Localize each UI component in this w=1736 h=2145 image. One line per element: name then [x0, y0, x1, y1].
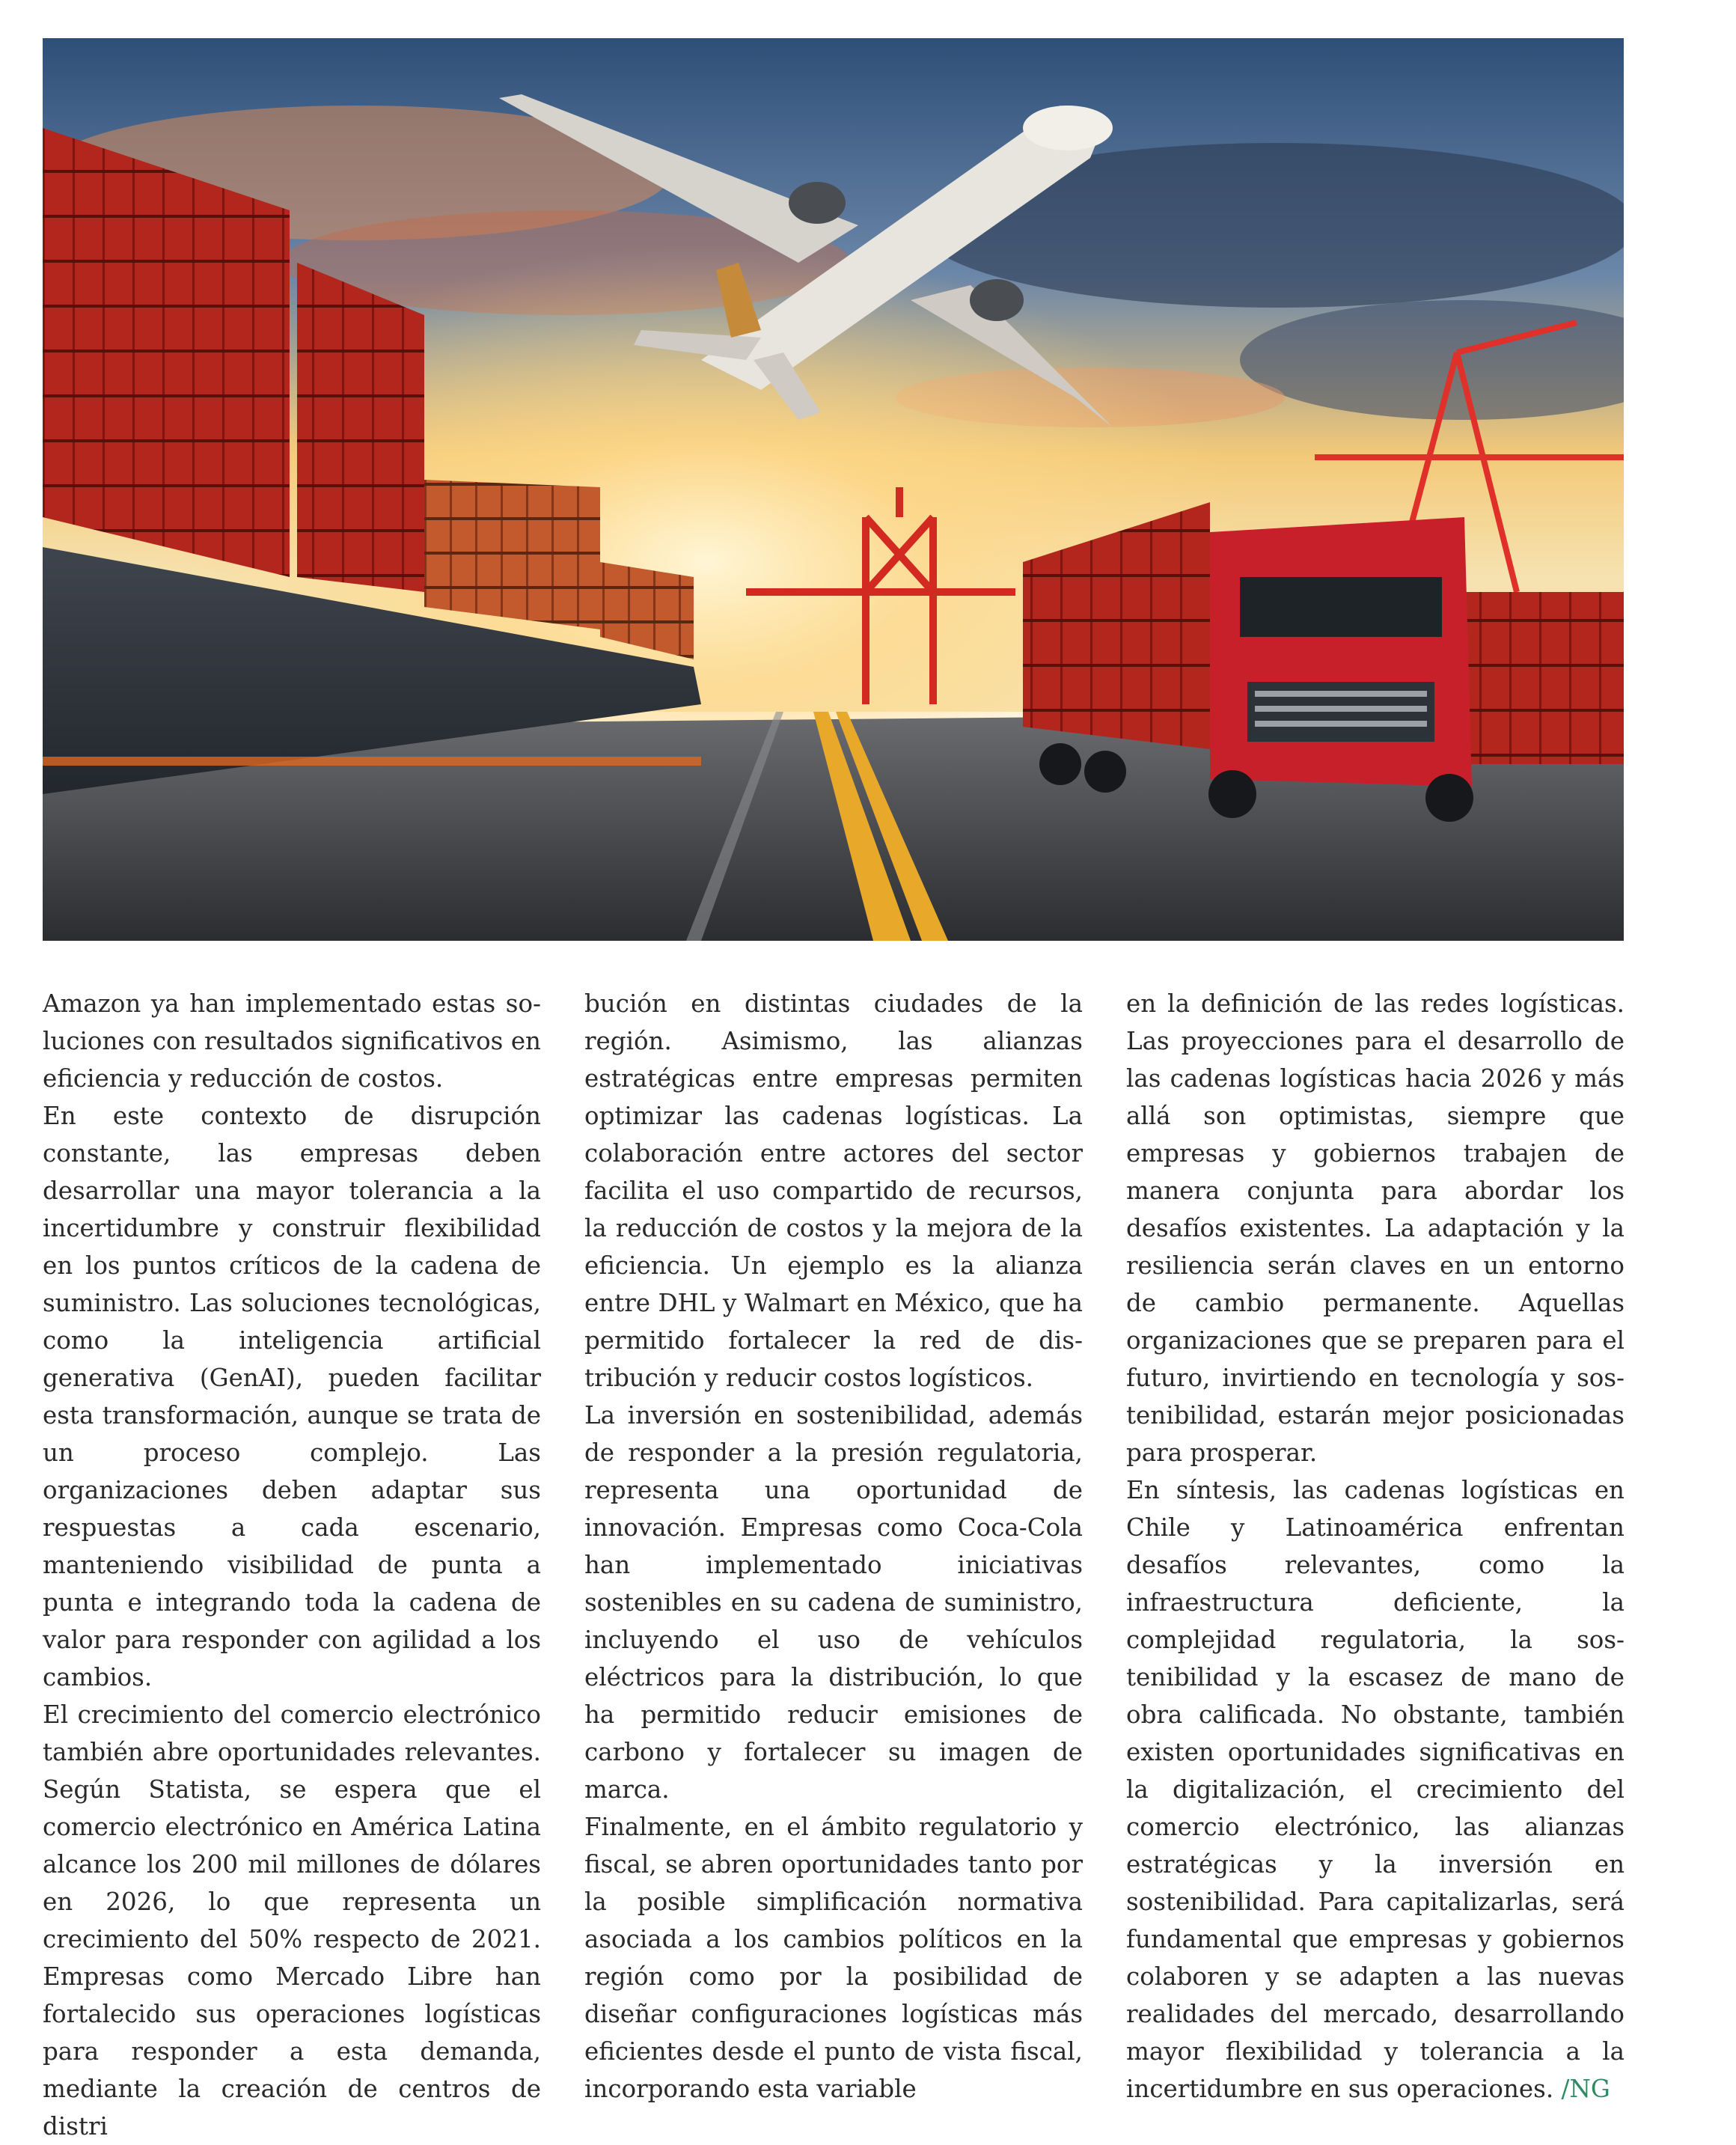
- author-signature: /NG: [1553, 2075, 1610, 2103]
- paragraph: Finalmente, en el ámbito regulatorio y fiscal, se abren oportunidades tanto por la posible simplificación normativa asociada a los cambios políticos en la región como por la posibilidad de diseñar configuraciones logísticas más eficientes desde el punto de vista fiscal, incorporando esta variable: [584, 1813, 1083, 2103]
- text-column-1: [43, 985, 541, 2145]
- hero-illustration: [43, 38, 1624, 941]
- paragraph-final: [1126, 1471, 1625, 2108]
- paragraph: Amazon ya han implementado estas soluciones con resultados significativos en eficiencia y reducción de costos.: [43, 989, 541, 1093]
- paragraph: bución en distintas ciudades de la región. Asimismo, las alianzas estratégicas entre empresas permiten optimizar las cadenas logísticas. La colaboración entre actores del sector facilita el uso compartido de recursos, la reducción de costos y la mejora de la eficiencia. Un ejemplo es la alianza entre DHL y Walmart en México, que ha permitido fortalecer la red de distribución y reducir costos logísticos.: [584, 989, 1083, 1392]
- text-column-2: [584, 985, 1083, 2108]
- paragraph: en la definición de las redes logísticas. Las proyecciones para el desarrollo de las cadenas logísticas hacia 2026 y más allá son optimistas, siempre que empresas y gobiernos trabajen de manera conjunta para abordar los desafíos existentes. La adaptación y la resiliencia serán claves en un entorno de cambio permanente. Aquellas organizaciones que se preparen para el futuro, invirtiendo en tecnología y sostenibilidad, estarán mejor posicionadas para prosperar.: [1126, 989, 1625, 1467]
- paragraph: En este contexto de disrupción constante, las empresas deben desarrollar una mayor tolerancia a la incertidumbre y construir flexibilidad en los puntos críticos de la cadena de suministro. Las soluciones tecnológicas, como la inteligencia artificial generativa (GenAI), pueden facilitar esta transformación, aunque se trata de un proceso complejo. Las organizaciones deben adaptar sus respuestas a cada escenario, manteniendo visibilidad de punta a punta e integrando toda la cadena de valor para responder con agilidad a los cambios.: [43, 1102, 541, 1691]
- paragraph: La inversión en sostenibilidad, además de responder a la presión regulatoria, representa una oportunidad de innovación. Empresas como Coca-Cola han implementado iniciativas sostenibles en su cadena de suministro, incluyendo el uso de vehículos eléctricos para la distribución, lo que ha permitido reducir emisiones de carbono y fortalecer su imagen de marca.: [584, 1401, 1083, 1804]
- text-column-3: [1126, 985, 1625, 2108]
- paragraph: El crecimiento del comercio electrónico también abre oportunidades relevantes. Según Statista, se espera que el comercio electrónico en América Latina alcance los 200 mil millones de dólares en 2026, lo que representa un crecimiento del 50% respecto de 2021. Empresas como Mercado Libre han fortalecido sus operaciones logísticas para responder a esta demanda, mediante la creación de centros de distri: [43, 1700, 541, 2141]
- paragraph-final-text: En síntesis, las cadenas logísticas en Chile y Latinoamérica enfrentan desafíos relevantes, como la infraestructura deficiente, la complejidad regulatoria, la sostenibilidad y la escasez de mano de obra calificada. No obstante, también existen oportunidades significativas en la digitalización, el crecimiento del comercio electrónico, las alianzas estratégicas y la inversión en sostenibilidad. Para capitalizarlas, será fundamental que empresas y gobiernos colaboren y se adapten a las nuevas realidades del mercado, desarrollando mayor flexibilidad y tolerancia a la incertidumbre en sus operaciones.: [1126, 1476, 1625, 2103]
- logistics-hero-photo: [43, 38, 1624, 941]
